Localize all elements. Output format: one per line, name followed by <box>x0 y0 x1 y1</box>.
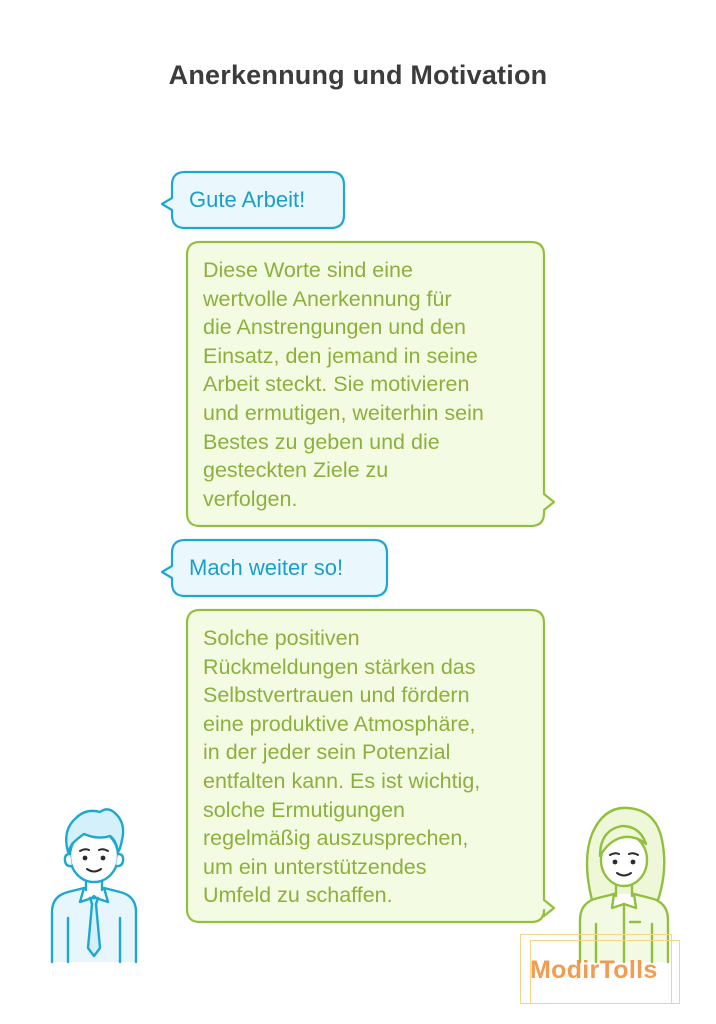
bubble-text: Solche positiven Rückmeldungen stärken das Selbstvertrauen und fördern eine produktive Atmosphäre, in der jeder sein Potenzial entfalten kann. Es ist wichtig, solche Ermutigungen regelmäßig auszusprechen, um ein unterstützendes Umfeld zu schaffen. <box>203 626 481 908</box>
diagram-title: Anerkennung und Motivation <box>168 60 548 90</box>
watermark-text: ModirTolls <box>530 956 658 984</box>
speech-bubble-woman-2 <box>184 608 560 926</box>
bubble-text: Gute Arbeit! <box>189 187 306 212</box>
speech-bubble-man-1 <box>160 170 346 232</box>
speech-bubble-man-2 <box>160 538 390 600</box>
man-avatar-icon <box>44 800 144 968</box>
speech-bubble-woman-1 <box>184 240 560 530</box>
bubble-text: Mach weiter so! <box>189 555 344 580</box>
bubble-text: Diese Worte sind eine wertvolle Anerkennung für die Anstrengungen und den Einsatz, den jemand in seine Arbeit steckt. Sie motivieren und ermutigen, weiterhin sein Bestes zu geben und die gesteckten Ziele zu verfolgen. <box>203 258 484 511</box>
watermark <box>520 934 680 1006</box>
